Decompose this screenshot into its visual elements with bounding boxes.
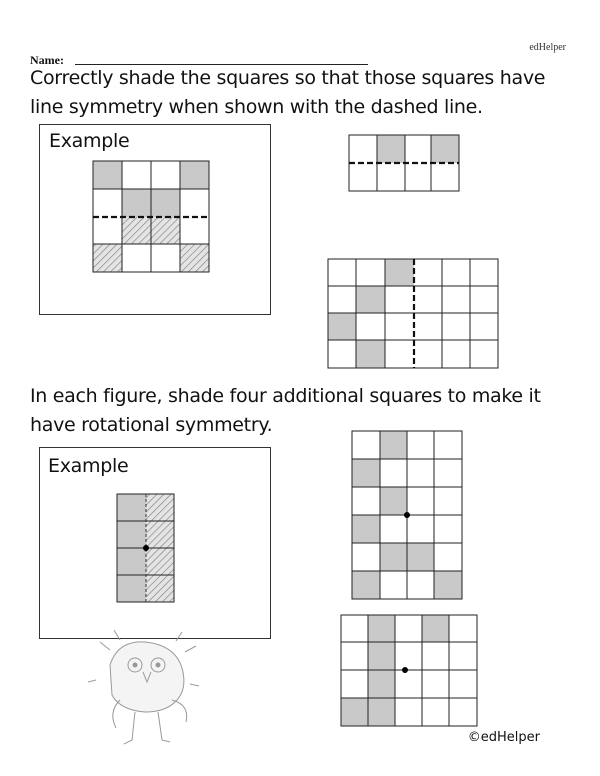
line-symmetry-grid-2[interactable]	[328, 259, 498, 368]
copyright-label: ©edHelper	[467, 730, 540, 745]
owl-illustration	[88, 630, 199, 744]
instruction-line: have rotational symmetry.	[30, 414, 273, 436]
example-label: Example	[49, 130, 130, 152]
rotational-symmetry-grid-2[interactable]	[341, 615, 477, 726]
instruction-line: In each figure, shade four additional squares to make it	[30, 385, 541, 407]
line-symmetry-grid-1[interactable]	[349, 135, 459, 191]
instruction-line: line symmetry when shown with the dashed line.	[30, 96, 483, 118]
rotational-symmetry-grid-1[interactable]	[352, 431, 462, 599]
instruction-line: Correctly shade the squares so that those squares have	[30, 67, 546, 89]
rotational-symmetry-example-grid	[117, 494, 174, 602]
brand-label: edHelper	[529, 42, 566, 53]
line-symmetry-example-grid	[93, 161, 209, 272]
name-label: Name:	[30, 53, 64, 67]
example-label: Example	[48, 455, 129, 477]
